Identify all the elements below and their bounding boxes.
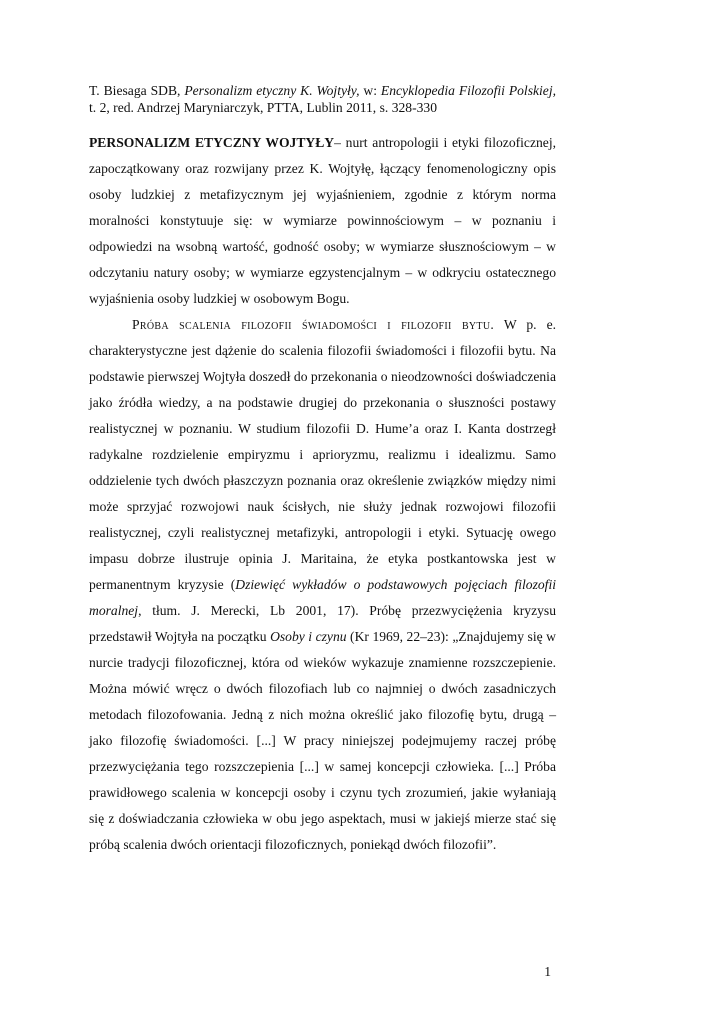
- entry-definition: – nurt antropologii i etyki filozoficznej, zapoczątkowany oraz rozwijany przez K. Wojtyłę, łączący fenomenologiczny opis osoby ludzkiej z metafizycznym jej wyjaśnieniem, zgodnie z którym norma moralności konstytuuje się: w wymiarze powinnościowym – w poznaniu i odpowiedzi na wsobną wartość, godność osoby; w wymiarze słusznościowym – w odczytaniu natury osoby; w wymiarze egzystencjalnym – w odkryciu ostatecznego wyjaśnienia osoby ludzkiej w osobowym Bogu.: [89, 135, 556, 306]
- section-book-2: Osoby i czynu: [270, 629, 347, 644]
- section-text-3: (Kr 1969, 22–23): „Znajdujemy się w nurcie tradycji filozoficznej, która od wieków wykazuje znamienne rozszczepienie. Można mówić wręcz o dwóch filozofiach lub co najmniej o dwóch zasadniczych metodach filozofowania. Jedną z nich można określić jako filozofię bytu, drugą – jako filozofię świadomości. [...] W pracy niniejszej podejmujemy raczej próbę przezwyciężania tego rozszczepienia [...] w samej koncepcji człowieka. [...] Próba prawidłowego scalenia w koncepcji osoby i czynu tych zrozumień, jakie wyłaniają się z doświadczania człowieka w obu jego aspektach, musi w jakiejś mierze stać się próbą scalenia dwóch orientacji filozoficznych, poniekąd dwóch filozofii”.: [89, 629, 556, 852]
- citation-w: w:: [359, 83, 381, 98]
- document-page: [89, 82, 556, 858]
- bibliographic-citation: [89, 82, 556, 116]
- section-book-1: Dziewięć wykładów o podstawowych pojęciach filozofii moralnej: [89, 577, 556, 618]
- page-number: 1: [544, 964, 551, 979]
- entry-paragraph: [89, 130, 556, 312]
- section-heading: Próba scalenia filozofii świadomości i filozofii bytu.: [132, 317, 495, 332]
- citation-source: Encyklopedia Filozofii Polskiej,: [380, 83, 557, 98]
- section-text-2: , tłum. J. Merecki, Lb 2001, 17). Próbę przezwyciężenia kryzysu przedstawił Wojtyła na początku: [89, 603, 556, 644]
- citation-author: T. Biesaga SDB,: [89, 83, 185, 98]
- section-text-1: W p. e. charakterystyczne jest dążenie do scalenia filozofii świadomości i filozofii bytu. Na podstawie pierwszej Wojtyła doszedł do przekonania o nieodzowności doświadczenia jako źródła wiedzy, a na podstawie drugiej do przekonania o słuszności postawy realistycznej w poznaniu. W studium filozofii D. Hume’a oraz I. Kanta dostrzegł radykalne rozdzielenie empiryzmu i aprioryzmu, realizmu i idealizmu. Samo oddzielenie tych dwóch płaszczyzn poznania oraz określenie związków między nimi może sprzyjać rozwojowi nauk ścisłych, nie służy jednak rozwojowi filozofii realistycznej, czyli realistycznej metafizyki, antropologii i etyki. Sytuację owego impasu dobrze ilustruje opinia J. Maritaina, że etyka postkantowska jest w permanentnym kryzysie (: [89, 317, 557, 592]
- citation-details: t. 2, red. Andrzej Maryniarczyk, PTTA, Lublin 2011, s. 328-330: [89, 100, 438, 115]
- section-paragraph: [89, 312, 556, 858]
- citation-title: Personalizm etyczny K. Wojtyły,: [184, 83, 360, 98]
- entry-term: PERSONALIZM ETYCZNY WOJTYŁY: [89, 135, 335, 150]
